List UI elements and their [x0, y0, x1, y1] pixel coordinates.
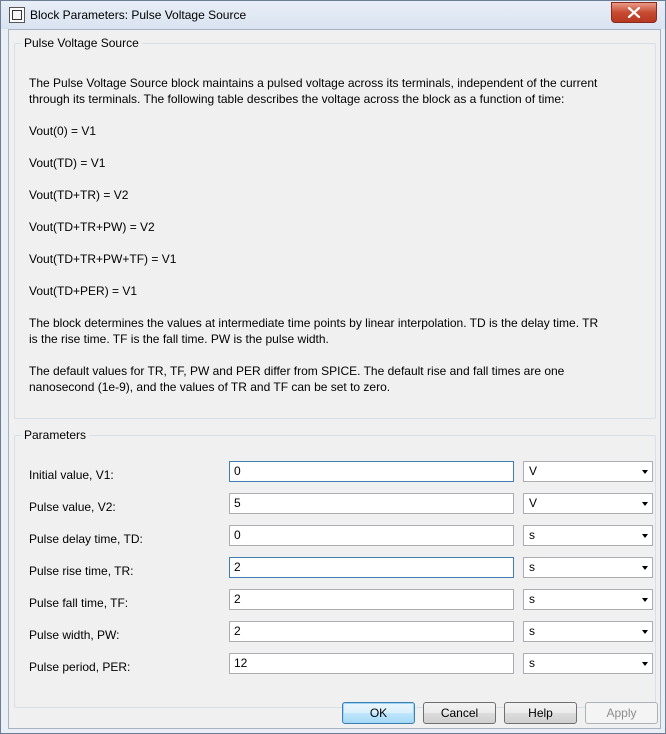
input-v1[interactable]: 0 [229, 461, 514, 482]
cancel-button[interactable]: Cancel [423, 702, 496, 724]
param-label-tf: Pulse fall time, TF: [29, 596, 129, 610]
unit-select-tf[interactable] [523, 589, 653, 610]
simulink-block-icon [9, 7, 25, 23]
input-tf[interactable]: 2 [229, 589, 514, 610]
param-label-v1: Initial value, V1: [29, 468, 114, 482]
unit-select-tr[interactable] [523, 557, 653, 578]
dialog-body [8, 29, 661, 729]
unit-value: s [529, 528, 535, 542]
close-icon [627, 7, 641, 18]
description-text: Vout(TD+TR+PW) = V2 [29, 220, 155, 234]
title-bar[interactable] [1, 1, 665, 29]
input-tr[interactable]: 2 [229, 557, 514, 578]
input-per[interactable]: 12 [229, 653, 514, 674]
input-v2[interactable]: 5 [229, 493, 514, 514]
param-label-v2: Pulse value, V2: [29, 500, 116, 514]
description-text: Vout(0) = V1 [29, 124, 97, 138]
description-legend: Pulse Voltage Source [24, 36, 139, 50]
unit-value: V [529, 464, 538, 478]
unit-select-v1[interactable] [523, 461, 653, 482]
description-text: nanosecond (1e-9), and the values of TR and TF can be set to zero. [29, 380, 391, 394]
apply-button[interactable]: Apply [585, 702, 658, 724]
unit-value: s [529, 624, 535, 638]
param-label-td: Pulse delay time, TD: [29, 532, 143, 546]
unit-select-td[interactable] [523, 525, 653, 546]
param-label-tr: Pulse rise time, TR: [29, 564, 134, 578]
unit-value: V [529, 496, 538, 510]
help-button[interactable]: Help [504, 702, 577, 724]
dropdown-arrow-icon [642, 470, 648, 474]
dropdown-arrow-icon [642, 502, 648, 506]
description-text: Vout(TD) = V1 [29, 156, 106, 170]
description-text: The Pulse Voltage Source block maintains a pulsed voltage across its terminals, independent of the current [29, 76, 598, 90]
description-text: through its terminals. The following table describes the voltage across the block as a function of time: [29, 92, 565, 106]
parameters-legend: Parameters [24, 428, 87, 442]
unit-value: s [529, 592, 535, 606]
unit-select-per[interactable] [523, 653, 653, 674]
parameters-group [14, 428, 656, 708]
description-text: The default values for TR, TF, PW and PER differ from SPICE. The default rise and fall times are one [29, 364, 565, 378]
input-td[interactable]: 0 [229, 525, 514, 546]
ok-button[interactable]: OK [342, 702, 415, 724]
param-label-pw: Pulse width, PW: [29, 628, 120, 642]
description-text: Vout(TD+PER) = V1 [29, 284, 138, 298]
unit-value: s [529, 656, 535, 670]
close-button[interactable] [611, 2, 657, 23]
description-text: Vout(TD+TR+PW+TF) = V1 [29, 252, 177, 266]
description-text: is the rise time. TF is the fall time. PW is the pulse width. [29, 332, 329, 346]
description-text: Vout(TD+TR) = V2 [29, 188, 129, 202]
dropdown-arrow-icon [642, 662, 648, 666]
description-group [14, 36, 656, 419]
unit-select-pw[interactable] [523, 621, 653, 642]
description-text: The block determines the values at intermediate time points by linear interpolation. TD is the delay time. TR [29, 316, 599, 330]
dropdown-arrow-icon [642, 566, 648, 570]
dropdown-arrow-icon [642, 534, 648, 538]
input-pw[interactable]: 2 [229, 621, 514, 642]
unit-select-v2[interactable] [523, 493, 653, 514]
param-label-per: Pulse period, PER: [29, 660, 131, 674]
window-title: Block Parameters: Pulse Voltage Source [30, 8, 247, 22]
unit-value: s [529, 560, 535, 574]
dropdown-arrow-icon [642, 630, 648, 634]
dropdown-arrow-icon [642, 598, 648, 602]
